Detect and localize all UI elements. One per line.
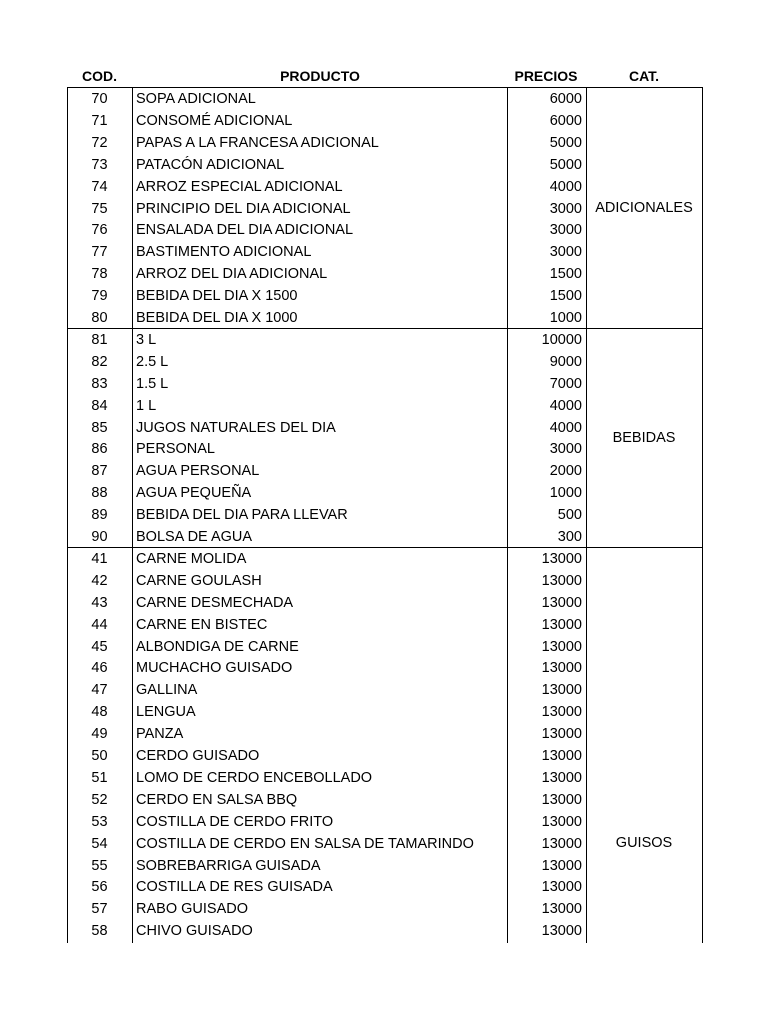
grid-line-vertical	[702, 87, 703, 943]
row-price: 300	[557, 529, 582, 545]
row-product: CARNE MOLIDA	[136, 550, 247, 567]
row-product: COSTILLA DE RES GUISADA	[136, 879, 333, 896]
row-code: 79	[91, 288, 108, 305]
row-product: PERSONAL	[136, 441, 215, 458]
row-code: 70	[91, 91, 108, 107]
row-product: RABO GUISADO	[136, 901, 248, 918]
row-code: 87	[91, 463, 108, 480]
row-price: 1500	[549, 288, 582, 305]
row-price: 13000	[541, 769, 582, 786]
row-code: 88	[91, 485, 108, 502]
row-code: 78	[91, 266, 108, 283]
row-price: 4000	[549, 397, 582, 414]
header-code: COD.	[82, 68, 117, 84]
row-code: 83	[91, 375, 108, 392]
row-code: 85	[91, 419, 108, 436]
row-product: AGUA PERSONAL	[136, 463, 260, 480]
row-code: 76	[91, 222, 108, 239]
row-code: 77	[91, 244, 108, 261]
row-product: JUGOS NATURALES DEL DIA	[136, 419, 336, 436]
row-product: MUCHACHO GUISADO	[136, 660, 293, 677]
row-product: SOPA ADICIONAL	[136, 91, 256, 107]
header-product: PRODUCTO	[280, 68, 360, 84]
row-product: GALLINA	[136, 682, 198, 699]
row-price: 500	[557, 507, 582, 524]
row-product: COSTILLA DE CERDO EN SALSA DE TAMARINDO	[136, 835, 474, 852]
row-price: 13000	[541, 726, 582, 743]
row-product: BASTIMENTO ADICIONAL	[136, 244, 312, 261]
row-price: 1500	[549, 266, 582, 283]
row-code: 90	[91, 529, 108, 545]
row-price: 13000	[541, 682, 582, 699]
row-price: 5000	[549, 134, 582, 151]
row-product: CARNE EN BISTEC	[136, 616, 268, 633]
row-price: 7000	[549, 375, 582, 392]
category-label-guisos: GUISOS	[615, 835, 673, 851]
row-product: BEBIDA DEL DIA PARA LLEVAR	[136, 507, 348, 524]
row-product: SOBREBARRIGA GUISADA	[136, 857, 321, 874]
row-code: 43	[91, 594, 108, 611]
category-label-adicionales: ADICIONALES	[595, 200, 693, 217]
row-price: 3000	[549, 222, 582, 239]
row-code: 86	[91, 441, 108, 458]
row-price: 4000	[549, 419, 582, 436]
row-code: 44	[91, 616, 108, 633]
row-product: 1.5 L	[136, 375, 169, 392]
row-price: 1000	[549, 310, 582, 326]
row-product: CHIVO GUISADO	[136, 923, 253, 940]
row-code: 56	[91, 879, 108, 896]
row-code: 71	[91, 112, 108, 129]
row-product: 2.5 L	[136, 353, 169, 370]
row-price: 6000	[549, 112, 582, 129]
row-code: 58	[91, 923, 108, 940]
row-price: 9000	[549, 353, 582, 370]
row-price: 1000	[549, 485, 582, 502]
header-category: CAT.	[628, 68, 660, 84]
row-product: CARNE DESMECHADA	[136, 594, 294, 611]
row-code: 74	[91, 178, 108, 195]
row-price: 6000	[549, 91, 582, 107]
row-code: 42	[91, 572, 108, 589]
row-product: BEBIDA DEL DIA X 1000	[136, 310, 298, 326]
row-price: 13000	[541, 704, 582, 721]
row-product: LENGUA	[136, 704, 196, 721]
row-code: 57	[91, 901, 108, 918]
row-price: 4000	[549, 178, 582, 195]
row-product: BOLSA DE AGUA	[136, 529, 253, 545]
row-price: 3000	[549, 441, 582, 458]
row-product: ENSALADA DEL DIA ADICIONAL	[136, 222, 354, 239]
row-code: 52	[91, 791, 108, 808]
row-code: 55	[91, 857, 108, 874]
row-price: 13000	[541, 616, 582, 633]
row-price: 13000	[541, 923, 582, 940]
row-code: 75	[91, 200, 108, 217]
row-product: PANZA	[136, 726, 184, 743]
row-code: 53	[91, 813, 108, 830]
row-price: 13000	[541, 748, 582, 764]
row-product: CARNE GOULASH	[136, 572, 262, 589]
row-price: 2000	[549, 463, 582, 480]
row-product: ARROZ DEL DIA ADICIONAL	[136, 266, 328, 283]
row-price: 13000	[541, 835, 582, 852]
row-code: 73	[91, 156, 108, 173]
row-product: PRINCIPIO DEL DIA ADICIONAL	[136, 200, 351, 217]
row-product: CERDO GUISADO	[136, 748, 260, 764]
row-code: 50	[91, 748, 108, 764]
row-price: 13000	[541, 550, 582, 567]
category-label-bebidas: BEBIDAS	[612, 430, 676, 447]
row-price: 3000	[549, 244, 582, 261]
row-price: 13000	[541, 660, 582, 677]
row-code: 45	[91, 638, 108, 655]
row-code: 82	[91, 353, 108, 370]
row-code: 51	[91, 769, 108, 786]
row-code: 48	[91, 704, 108, 721]
row-product: ALBONDIGA DE CARNE	[136, 638, 299, 655]
row-price: 13000	[541, 813, 582, 830]
row-product: COSTILLA DE CERDO FRITO	[136, 813, 334, 830]
row-code: 81	[91, 331, 108, 348]
row-price: 10000	[541, 331, 582, 348]
row-product: ARROZ ESPECIAL ADICIONAL	[136, 178, 343, 195]
header-price: PRECIOS	[514, 68, 578, 84]
row-product: BEBIDA DEL DIA X 1500	[136, 288, 298, 305]
row-price: 13000	[541, 638, 582, 655]
row-code: 89	[91, 507, 108, 524]
row-code: 84	[91, 397, 108, 414]
row-price: 13000	[541, 791, 582, 808]
row-code: 41	[91, 550, 108, 567]
row-code: 49	[91, 726, 108, 743]
row-price: 13000	[541, 879, 582, 896]
row-product: PAPAS A LA FRANCESA ADICIONAL	[136, 134, 379, 151]
row-product: 3 L	[136, 331, 157, 348]
row-price: 5000	[549, 156, 582, 173]
row-product: 1 L	[136, 397, 157, 414]
row-code: 54	[91, 835, 108, 852]
row-price: 13000	[541, 572, 582, 589]
row-product: PATACÓN ADICIONAL	[136, 156, 285, 173]
row-code: 46	[91, 660, 108, 677]
row-product: AGUA PEQUEÑA	[136, 485, 252, 502]
row-product: CONSOMÉ ADICIONAL	[136, 112, 293, 129]
row-code: 72	[91, 134, 108, 151]
row-product: CERDO EN SALSA BBQ	[136, 791, 298, 808]
row-price: 13000	[541, 857, 582, 874]
row-price: 3000	[549, 200, 582, 217]
row-code: 47	[91, 682, 108, 699]
row-price: 13000	[541, 901, 582, 918]
row-price: 13000	[541, 594, 582, 611]
grid-line-vertical	[132, 87, 133, 943]
row-code: 80	[91, 310, 108, 326]
row-product: LOMO DE CERDO ENCEBOLLADO	[136, 769, 373, 786]
